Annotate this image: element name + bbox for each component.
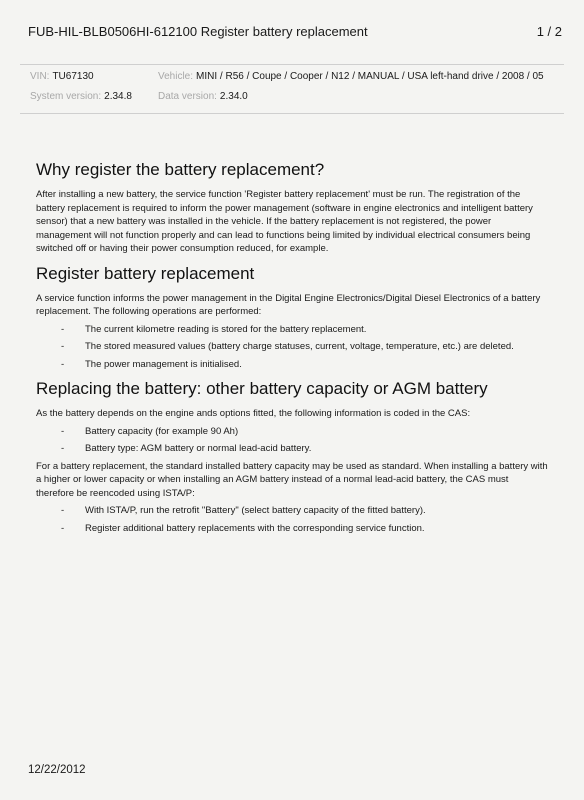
document-body: [36, 160, 548, 543]
page-number: 1 / 2: [536, 24, 562, 39]
list-item: - Battery capacity (for example 90 Ah): [61, 425, 239, 437]
vehicle-info-box: [20, 64, 564, 114]
meta-row-versions: [30, 91, 248, 102]
section-paragraph-2: For a battery replacement, the standard installed battery capacity may be used as standard. When installing a battery with a higher or lower capacity or when installing an AGM battery instead of a normal lead-acid battery, the CAS must therefore be reencoded using ISTA/P:: [36, 460, 548, 499]
list-item: - Register additional battery replacements with the corresponding service function.: [61, 522, 425, 534]
ista-steps-list: [36, 504, 548, 535]
vin-label: VIN:: [30, 71, 50, 82]
operations-list: [36, 323, 548, 372]
system-version-value: 2.34.8: [104, 91, 132, 102]
section-heading: Replacing the battery: other battery capacity or AGM battery: [36, 379, 488, 398]
meta-row-vin: [30, 71, 544, 82]
section-heading: Why register the battery replacement?: [36, 160, 325, 179]
vin-value: TU67130: [52, 71, 94, 82]
list-item: - Battery type: AGM battery or normal lead-acid battery.: [61, 443, 312, 454]
section-paragraph: As the battery depends on the engine ands options fitted, the following information is coded in the CAS:: [36, 408, 471, 419]
coded-info-list: [36, 425, 548, 456]
print-date: 12/22/2012: [28, 764, 86, 776]
list-item: - The power management is initialised.: [61, 358, 242, 370]
data-version-value: 2.34.0: [219, 91, 248, 102]
section-paragraph: After installing a new battery, the service function 'Register battery replacement' must be run. The registration of the battery replacement is required to inform the power management (software in engine electronics and intelligent battery sensor) that a new battery was installed in the vehicle. If the battery replacement is not registered, the power management will not function properly and can lead to functions being limited by individual electrical consumers being switched off or having their power consumption reduced, for example.: [36, 189, 533, 254]
data-version-label: Data version:: [158, 91, 217, 102]
list-item: - With ISTA/P, run the retrofit "Battery" (select battery capacity of the fitted battery).: [61, 505, 426, 516]
vehicle-label: Vehicle:: [158, 71, 194, 82]
section-register-replacement: [36, 264, 548, 372]
list-item: - The stored measured values (battery charge statuses, current, voltage, temperature, etc.) are deleted.: [61, 341, 514, 352]
page-header: [28, 24, 562, 39]
section-why-register: [36, 160, 548, 256]
section-replacing-battery: [36, 379, 548, 535]
section-paragraph: A service function informs the power management in the Digital Engine Electronics/Digital Diesel Electronics of a battery replacement. The following operations are performed:: [36, 292, 541, 317]
section-heading: Register battery replacement: [36, 263, 255, 283]
list-item: - The current kilometre reading is stored for the battery replacement.: [61, 323, 367, 335]
document-title: FUB-HIL-BLB0506HI-612100 Register battery replacement: [28, 24, 368, 39]
system-version-label: System version:: [30, 91, 102, 102]
vehicle-value: MINI / R56 / Coupe / Cooper / N12 / MANUAL / USA left-hand drive / 2008 / 05: [196, 71, 544, 82]
